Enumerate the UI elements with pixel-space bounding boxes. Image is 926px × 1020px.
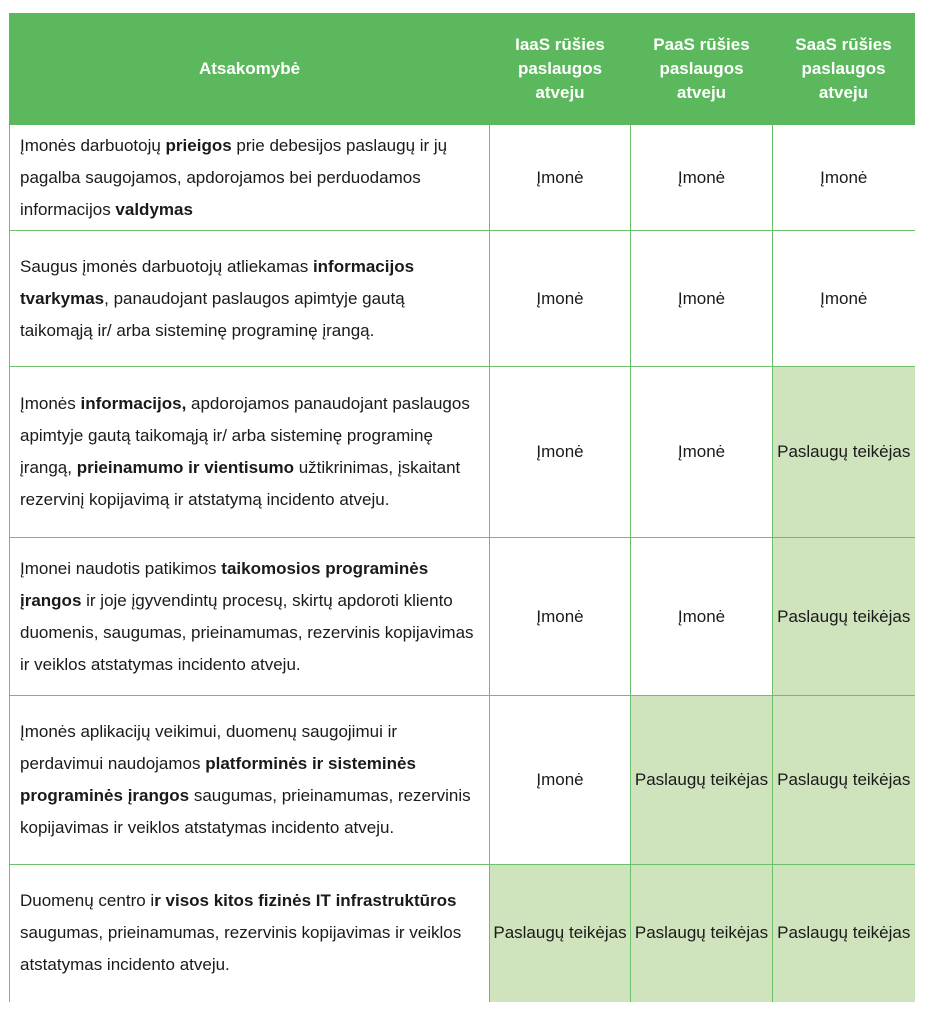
paas-cell: Įmonė (631, 231, 773, 367)
table-row (10, 367, 915, 538)
header-responsibility: Atsakomybė (10, 14, 490, 125)
iaas-cell: Įmonė (490, 367, 631, 538)
header-iaas: IaaS rūšies paslaugos atveju (490, 14, 631, 125)
description-text: Įmonės (20, 394, 81, 413)
iaas-cell: Įmonė (490, 125, 631, 231)
description-text: Įmonės aplikacijų veikimui, duomenų saugojimui ir perdavimui naudojamos (20, 722, 398, 773)
description-text: Įmonei naudotis patikimos (20, 558, 222, 578)
emphasis-text: valdymas (115, 199, 193, 219)
description-text: Įmonės darbuotojų (20, 135, 166, 155)
description-text: , panaudojant paslaugos apimtyje gautą taikomąją ir/ arba sisteminę programinę įrangą. (20, 288, 405, 340)
paas-cell: Paslaugų teikėjas (631, 696, 773, 865)
description-text: prie debesijos paslaugų ir jų pagalba saugojamos, apdorojamos bei perduodamos informacijos (20, 135, 448, 219)
paas-cell: Paslaugų teikėjas (631, 865, 773, 1002)
table-row (10, 125, 915, 231)
description-text: saugumas, prieinamumas, rezervinis kopijavimas ir veiklos atstatymas incidento atveju. (20, 786, 471, 837)
iaas-cell: Paslaugų teikėjas (490, 865, 631, 1002)
iaas-cell: Įmonė (490, 231, 631, 367)
iaas-cell: Įmonė (490, 696, 631, 865)
table-row (10, 538, 915, 696)
paas-cell: Įmonė (631, 367, 773, 538)
row-description (10, 538, 490, 696)
emphasis-text: r visos kitos fizinės IT infrastruktūros (154, 891, 457, 911)
description-text: saugumas, prieinamumas, rezervinis kopijavimas ir veiklos atstatymas incidento atveju. (20, 923, 462, 975)
description-text: apdorojamos panaudojant paslaugos apimtyje gautą taikomąją ir/ arba sisteminę programinę įrangą, (20, 394, 470, 477)
row-description (10, 367, 490, 538)
row-description (10, 865, 490, 1002)
saas-cell: Įmonė (773, 125, 915, 231)
paas-cell: Įmonė (631, 538, 773, 696)
emphasis-text: taikomosios programinės įrangos (20, 558, 429, 610)
saas-cell: Paslaugų teikėjas (773, 696, 915, 865)
table-row (10, 696, 915, 865)
paas-cell: Įmonė (631, 125, 773, 231)
row-description (10, 125, 490, 231)
description-text: ir joje įgyvendintų procesų, skirtų apdoroti kliento duomenis, saugumas, prieinamumas, rezervinis kopijavimas ir veiklos atstatymas incidento atveju. (20, 590, 474, 674)
row-description (10, 696, 490, 865)
emphasis-text: prieinamumo ir vientisumo (76, 458, 294, 477)
responsibility-table (9, 13, 915, 1002)
iaas-cell: Įmonė (490, 538, 631, 696)
table-row (10, 865, 915, 1002)
saas-cell: Paslaugų teikėjas (773, 865, 915, 1002)
row-description (10, 231, 490, 367)
saas-cell: Įmonė (773, 231, 915, 367)
emphasis-text: prieigos (165, 135, 232, 155)
description-text: Duomenų centro i (20, 891, 155, 911)
saas-cell: Paslaugų teikėjas (773, 367, 915, 538)
emphasis-text: informacijos tvarkymas (20, 256, 415, 308)
saas-cell: Paslaugų teikėjas (773, 538, 915, 696)
emphasis-text: platforminės ir sisteminės programinės įrangos (20, 754, 416, 805)
description-text: užtikrinimas, įskaitant rezervinį kopijavimą ir atstatymą incidento atveju. (20, 458, 461, 509)
header-saas: SaaS rūšies paslaugos atveju (773, 14, 915, 125)
description-text: Saugus įmonės darbuotojų atliekamas (20, 256, 313, 276)
header-paas: PaaS rūšies paslaugos atveju (631, 14, 773, 125)
header-row (10, 14, 915, 125)
emphasis-text: informacijos, (80, 394, 187, 413)
table-row (10, 231, 915, 367)
